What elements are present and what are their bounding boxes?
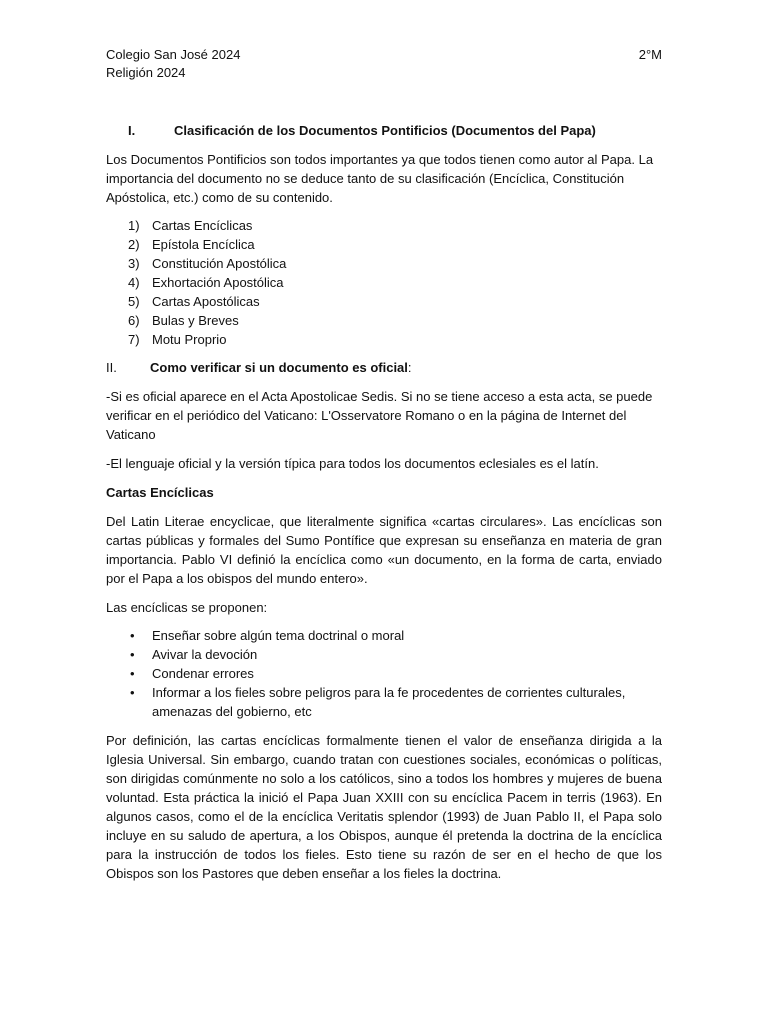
encyclical-purposes-list bbox=[106, 626, 662, 721]
section2-title-suffix: : bbox=[407, 360, 412, 375]
bullet-icon: • bbox=[130, 628, 135, 643]
list-item-number: 4) bbox=[128, 275, 140, 290]
school-name: Colegio San José 2024 bbox=[106, 47, 241, 62]
section1-title: Clasificación de los Documentos Pontificios (Documentos del Papa) bbox=[174, 123, 596, 138]
list-item bbox=[106, 311, 662, 330]
header-left bbox=[106, 46, 240, 82]
bullet-item bbox=[106, 645, 662, 664]
bullet-item bbox=[106, 626, 662, 645]
document-types-list bbox=[106, 216, 662, 349]
list-item-number: 5) bbox=[128, 294, 140, 309]
list-item-number: 6) bbox=[128, 313, 140, 328]
list-item bbox=[106, 235, 662, 254]
list-item-number: 2) bbox=[128, 237, 140, 252]
list-item-number: 1) bbox=[128, 218, 140, 233]
section2-paragraph-1: -Si es oficial aparece en el Acta Apostolicae Sedis. Si no se tiene acceso a esta acta, se puede verificar en el periódico del Vaticano: L'Osservatore Romano o en la página de Internet del Vaticano bbox=[106, 389, 653, 442]
list-item-text: Epístola Encíclica bbox=[152, 237, 255, 252]
bullet-text: Informar a los fieles sobre peligros para la fe procedentes de corrientes culturales, amenazas del gobierno, etc bbox=[152, 685, 626, 719]
list-item-text: Cartas Apostólicas bbox=[152, 294, 260, 309]
list-item-text: Exhortación Apostólica bbox=[152, 275, 284, 290]
list-item bbox=[106, 330, 662, 349]
grade-label: 2°M bbox=[638, 47, 662, 62]
bullet-icon: • bbox=[130, 685, 135, 700]
cartas-paragraph-1: Del Latin Literae encyclicae, que literalmente significa «cartas circulares». Las encíclicas son cartas públicas y formales del Sumo Pontífice que expresan su enseñanza en materia de gran importancia. Pablo VI definió la encíclica como «un documento, en la forma de carta, enviado por el Papa a los obispos del mundo entero». bbox=[106, 514, 662, 586]
section2-number: II. bbox=[106, 360, 117, 375]
list-item-number: 7) bbox=[128, 332, 140, 347]
section1-heading bbox=[106, 121, 662, 140]
subject-name: Religión 2024 bbox=[106, 65, 186, 80]
bullet-text: Condenar errores bbox=[152, 666, 254, 681]
list-item-text: Motu Proprio bbox=[152, 332, 227, 347]
list-item bbox=[106, 292, 662, 311]
section1-number: I. bbox=[128, 123, 136, 138]
list-item-number: 3) bbox=[128, 256, 140, 271]
bullet-item bbox=[106, 664, 662, 683]
list-item bbox=[106, 216, 662, 235]
cartas-heading: Cartas Encíclicas bbox=[106, 485, 214, 500]
list-item bbox=[106, 254, 662, 273]
page-header bbox=[106, 46, 662, 82]
list-item-text: Bulas y Breves bbox=[152, 313, 239, 328]
section2-title-wrap bbox=[150, 358, 412, 377]
list-item-text: Constitución Apostólica bbox=[152, 256, 287, 271]
bullet-text: Avivar la devoción bbox=[152, 647, 258, 662]
section1-intro: Los Documentos Pontificios son todos importantes ya que todos tienen como autor al Papa. La importancia del documento no se deduce tanto de su clasificación (Encíclica, Constitución Apóstolica, etc.) como de su contenido. bbox=[106, 152, 654, 205]
section2-paragraph-2: -El lenguaje oficial y la versión típica para todos los documentos eclesiales es el latín. bbox=[106, 456, 599, 471]
cartas-paragraph-3: Por definición, las cartas encíclicas formalmente tienen el valor de enseñanza dirigida a la Iglesia Universal. Sin embargo, cuando tratan con cuestiones sociales, económicas o políticas, son dirigidas comúnmente no solo a los católicos, sino a todos los hombres y mujeres de buena voluntad. Esta práctica la inició el Papa Juan XXIII con su encíclica Pacem in terris (1963). En algunos casos, como el de la encíclica Veritatis splendor (1993) de Juan Pablo II, el Papa solo incluye en su saludo de apertura, a los Obispos, aunque él pretenda la doctrina de la encíclica para la instrucción de todos los fieles. Esto tiene su razón de ser en el hecho de que los Obispos son los Pastores que deben enseñar a los fieles la doctrina. bbox=[106, 733, 662, 881]
bullet-item bbox=[106, 683, 662, 721]
bullet-icon: • bbox=[130, 666, 135, 681]
cartas-paragraph-2: Las encíclicas se proponen: bbox=[106, 600, 268, 615]
section2-heading bbox=[106, 358, 662, 377]
bullet-text: Enseñar sobre algún tema doctrinal o moral bbox=[152, 628, 405, 643]
list-item bbox=[106, 273, 662, 292]
section2-title: Como verificar si un documento es oficial bbox=[150, 360, 408, 375]
list-item-text: Cartas Encíclicas bbox=[152, 218, 253, 233]
bullet-icon: • bbox=[130, 647, 135, 662]
